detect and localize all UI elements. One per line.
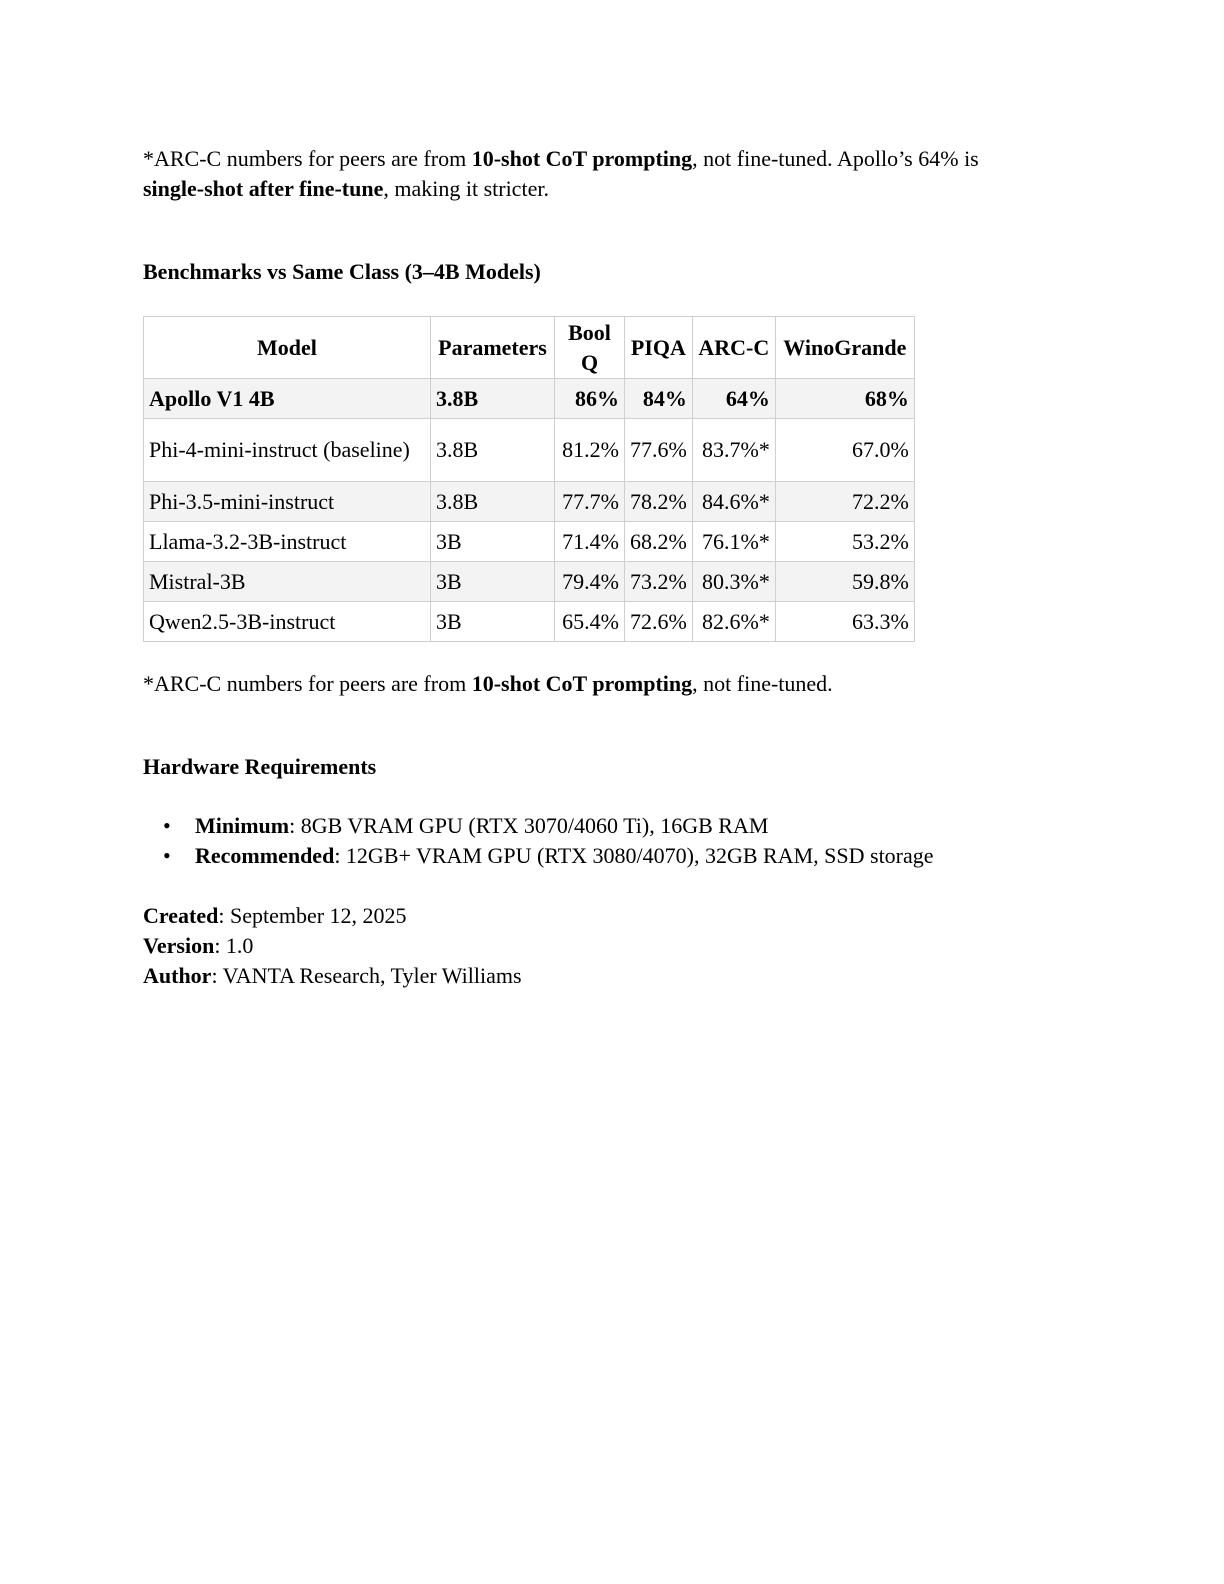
table-row <box>144 419 915 482</box>
cell-parameters: 3B <box>431 522 555 562</box>
benchmarks-heading: Benchmarks vs Same Class (3–4B Models) <box>143 259 541 284</box>
cell-boolq: 81.2% <box>555 419 625 482</box>
cell-piqa: 73.2% <box>625 562 693 602</box>
created-line: Created: September 12, 2025 <box>143 903 407 928</box>
cell-parameters: 3.8B <box>431 482 555 522</box>
table-row <box>144 482 915 522</box>
column-header-winogrande: WinoGrande <box>775 317 914 379</box>
cell-model: Phi-3.5-mini-instruct <box>144 482 431 522</box>
document-metadata <box>143 901 522 991</box>
cell-piqa: 78.2% <box>625 482 693 522</box>
cell-piqa: 68.2% <box>625 522 693 562</box>
column-header-piqa: PIQA <box>625 317 693 379</box>
cell-boolq: 79.4% <box>555 562 625 602</box>
cell-arc-c: 82.6%* <box>692 602 775 642</box>
cell-winogrande: 53.2% <box>775 522 914 562</box>
cell-model: Llama-3.2-3B-instruct <box>144 522 431 562</box>
cell-winogrande: 59.8% <box>775 562 914 602</box>
column-header-parameters: Parameters <box>431 317 555 379</box>
hardware-requirements-list <box>143 811 934 871</box>
column-header-boolq: BoolQ <box>555 317 625 379</box>
hardware-heading: Hardware Requirements <box>143 754 377 779</box>
cell-winogrande: 68% <box>775 379 914 419</box>
table-row <box>144 379 915 419</box>
arc-c-footnote-top: *ARC-C numbers for peers are from 10-shot CoT prompting, not fine-tuned. Apollo’s 64% is single-shot after fine-tune, making it stricter. <box>143 146 979 201</box>
table-header-row <box>144 317 915 379</box>
arc-c-footnote-bottom: *ARC-C numbers for peers are from 10-shot CoT prompting, not fine-tuned. <box>143 671 833 696</box>
bullet-icon: • <box>163 843 171 868</box>
cell-arc-c: 83.7%* <box>692 419 775 482</box>
cell-model: Qwen2.5-3B-instruct <box>144 602 431 642</box>
cell-winogrande: 72.2% <box>775 482 914 522</box>
version-line: Version: 1.0 <box>143 933 254 958</box>
table-row <box>144 562 915 602</box>
cell-model: Mistral-3B <box>144 562 431 602</box>
cell-model: Apollo V1 4B <box>144 379 431 419</box>
cell-arc-c: 64% <box>692 379 775 419</box>
cell-arc-c: 80.3%* <box>692 562 775 602</box>
bullet-icon: • <box>163 813 171 838</box>
cell-parameters: 3B <box>431 562 555 602</box>
cell-boolq: 77.7% <box>555 482 625 522</box>
cell-arc-c: 76.1%* <box>692 522 775 562</box>
column-header-arc-c: ARC-C <box>692 317 775 379</box>
list-item: • Recommended: 12GB+ VRAM GPU (RTX 3080/4070), 32GB RAM, SSD storage <box>143 841 934 871</box>
cell-boolq: 86% <box>555 379 625 419</box>
cell-winogrande: 67.0% <box>775 419 914 482</box>
cell-winogrande: 63.3% <box>775 602 914 642</box>
author-line: Author: VANTA Research, Tyler Williams <box>143 963 522 988</box>
cell-boolq: 71.4% <box>555 522 625 562</box>
column-header-model: Model <box>144 317 431 379</box>
cell-arc-c: 84.6%* <box>692 482 775 522</box>
cell-piqa: 72.6% <box>625 602 693 642</box>
cell-piqa: 77.6% <box>625 419 693 482</box>
cell-parameters: 3.8B <box>431 419 555 482</box>
cell-boolq: 65.4% <box>555 602 625 642</box>
cell-piqa: 84% <box>625 379 693 419</box>
table-row <box>144 522 915 562</box>
table-row <box>144 602 915 642</box>
list-item: • Minimum: 8GB VRAM GPU (RTX 3070/4060 Ti), 16GB RAM <box>143 811 934 841</box>
benchmarks-table <box>143 316 915 642</box>
cell-parameters: 3.8B <box>431 379 555 419</box>
cell-parameters: 3B <box>431 602 555 642</box>
cell-model: Phi-4-mini-instruct (baseline) <box>144 419 431 482</box>
